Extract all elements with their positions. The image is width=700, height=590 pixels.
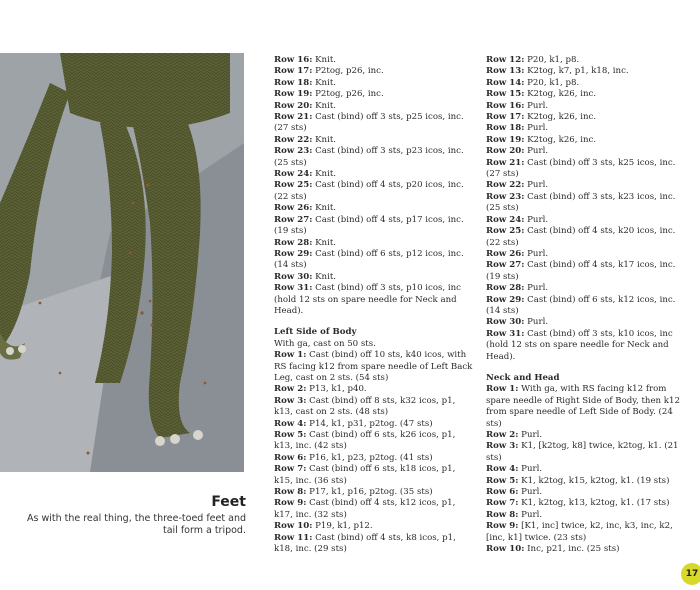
row-label: Row 14: [486, 77, 525, 88]
row-label: Row 29: [274, 248, 313, 259]
row-text: Knit. [315, 134, 337, 145]
instructions-column-1 [274, 55, 474, 555]
instruction-row [274, 487, 474, 498]
instruction-row [274, 135, 474, 146]
row-label: Row 5: [274, 430, 307, 440]
row-label: Row 4: [274, 418, 307, 429]
instruction-row [274, 55, 474, 66]
row-text: Knit. [315, 100, 337, 111]
row-label: Row 17: [486, 112, 525, 123]
row-label: Row 25: [274, 180, 313, 191]
row-label: Row 9: [274, 498, 307, 509]
row-label: Row 26: [274, 203, 313, 214]
row-label: Row 26: [486, 248, 525, 259]
instruction-row [274, 350, 474, 384]
neck-head-heading: Neck and Head [486, 372, 560, 383]
left-side-intro: With ga, cast on 50 sts. [274, 338, 376, 349]
row-label: Row 21: [274, 112, 313, 123]
instruction-row [486, 317, 691, 328]
knitted-legs-illustration [0, 53, 244, 472]
row-text: Cast (bind) off 6 sts, k26 icos, p1, k13, inc. (42 sts) [274, 430, 456, 452]
instruction-row [486, 498, 691, 509]
row-label: Row 17: [274, 66, 313, 77]
row-text: Purl. [527, 283, 549, 294]
instruction-row [486, 112, 691, 123]
row-text: Cast (bind) off 6 sts, k12 icos, inc. (14 sts) [486, 294, 676, 316]
instruction-row [486, 487, 691, 498]
instruction-row [486, 329, 691, 363]
row-label: Row 27: [486, 260, 525, 271]
instruction-row [486, 123, 691, 134]
instructions-column-2 [486, 55, 691, 555]
instruction-row [486, 101, 691, 112]
instruction-row [274, 419, 474, 430]
row-label: Row 13: [486, 66, 525, 77]
row-label: Row 28: [486, 283, 525, 294]
row-label: Row 16: [274, 55, 313, 65]
instruction-row [274, 180, 474, 203]
row-text: P20, k1, p8. [527, 77, 580, 88]
page-number: 17 [681, 563, 700, 585]
row-text: Cast (bind) off 3 sts, p10 icos, inc (hold 12 sts on spare needle for Neck and Head). [274, 283, 461, 316]
row-label: Row 5: [486, 475, 519, 486]
row-text: Knit. [315, 169, 337, 180]
row-text: Purl. [527, 317, 549, 328]
instruction-row [274, 272, 474, 283]
row-text: K2tog, k26, inc. [527, 112, 597, 123]
row-text: Cast (bind) off 3 sts, k23 icos, inc. (25 sts) [486, 191, 676, 214]
row-label: Row 15: [486, 89, 525, 100]
instruction-row [486, 476, 691, 487]
instruction-row [486, 295, 691, 318]
caption-text: As with the real thing, the three-toed feet and tail form a tripod. [26, 513, 246, 536]
row-label: Row 9: [486, 521, 519, 532]
row-text: P2tog, p26, inc. [315, 66, 384, 77]
row-text: Purl. [527, 100, 549, 111]
instruction-row [486, 521, 691, 544]
neck-head-rows [486, 384, 691, 555]
left-side-rows [274, 350, 474, 555]
instruction-row [486, 146, 691, 157]
instruction-row [274, 146, 474, 169]
row-text: Purl. [527, 123, 549, 134]
instruction-row [486, 180, 691, 191]
row-text: Knit. [315, 237, 337, 248]
row-text: Knit. [315, 271, 337, 282]
instruction-row [274, 89, 474, 100]
instruction-row [274, 464, 474, 487]
row-label: Row 8: [486, 509, 519, 520]
row-label: Row 29: [486, 294, 525, 305]
row-text: Inc, p21, inc. (25 sts) [527, 544, 620, 555]
row-text: K2tog, k7, p1, k18, inc. [527, 66, 629, 77]
row-text: P19, k1, p12. [315, 521, 373, 532]
row-label: Row 23: [274, 146, 313, 157]
instruction-row [274, 533, 474, 556]
instruction-row [486, 192, 691, 215]
row-label: Row 18: [486, 123, 525, 134]
instruction-row [274, 384, 474, 395]
row-label: Row 8: [274, 487, 307, 498]
caption-title: Feet [211, 494, 246, 510]
instruction-row [486, 78, 691, 89]
instruction-row [274, 283, 474, 317]
instruction-row [486, 66, 691, 77]
instruction-row [486, 510, 691, 521]
row-text: Purl. [521, 509, 543, 520]
row-text: Cast (bind) off 4 sts, k20 icos, inc. (22 sts) [486, 226, 676, 248]
row-label: Row 1: [274, 350, 307, 361]
row-text: Cast (bind) off 3 sts, k25 icos, inc. (27 sts) [486, 157, 676, 180]
row-text: Cast (bind) off 10 sts, k40 icos, with RS facing k12 from spare needle of Left Back Leg, cast on 2 sts. (54 sts) [274, 350, 473, 383]
row-label: Row 24: [274, 169, 313, 180]
row-label: Row 30: [486, 317, 525, 328]
row-label: Row 22: [274, 134, 313, 145]
instruction-row [486, 464, 691, 475]
row-text: P16, k1, p23, p2tog. (41 sts) [309, 452, 433, 463]
instruction-row [274, 521, 474, 532]
row-label: Row 25: [486, 226, 525, 237]
row-text: Purl. [521, 464, 543, 475]
row-text: Knit. [315, 77, 337, 88]
row-text: P2tog, p26, inc. [315, 89, 384, 100]
row-label: Row 2: [486, 430, 519, 440]
row-text: Cast (bind) off 3 sts, k10 icos, inc (hold 12 sts on spare needle for Neck and Head). [486, 328, 673, 362]
feet-caption [10, 494, 246, 537]
instruction-row [486, 158, 691, 181]
instruction-row [274, 249, 474, 272]
instruction-row [486, 544, 691, 555]
instruction-row [486, 55, 691, 66]
row-label: Row 24: [486, 214, 525, 225]
row-label: Row 7: [486, 498, 519, 509]
row-text: P20, k1, p8. [527, 55, 580, 65]
row-text: Purl. [521, 487, 543, 498]
row-label: Row 10: [486, 544, 525, 555]
row-text: Cast (bind) off 4 sts, p17 icos, inc. (19 sts) [274, 214, 464, 237]
row-text: P17, k1, p16, p2tog. (35 sts) [309, 487, 433, 498]
instruction-row [274, 498, 474, 521]
instruction-row [274, 203, 474, 214]
row-label: Row 7: [274, 464, 307, 475]
instruction-row [274, 453, 474, 464]
left-side-rows-cont [486, 55, 691, 363]
row-label: Row 21: [486, 157, 525, 168]
row-label: Row 22: [486, 180, 525, 191]
row-text: K1, [k2tog, k8] twice, k2tog, k1. (21 sts) [486, 441, 679, 463]
row-text: K1, k2tog, k15, k2tog, k1. (19 sts) [521, 475, 670, 486]
row-text: K1, k2tog, k13, k2tog, k1. (17 sts) [521, 498, 670, 509]
row-label: Row 28: [274, 237, 313, 248]
row-text: K2tog, k26, inc. [527, 134, 597, 145]
row-label: Row 1: [486, 384, 519, 395]
row-label: Row 4: [486, 464, 519, 475]
row-label: Row 16: [486, 100, 525, 111]
row-text: Cast (bind) off 4 sts, k17 icos, inc. (19 sts) [486, 260, 676, 282]
instruction-row [274, 112, 474, 135]
instruction-row [486, 226, 691, 249]
instruction-row [274, 78, 474, 89]
instruction-row [486, 430, 691, 441]
row-label: Row 27: [274, 214, 313, 225]
row-text: Cast (bind) off 4 sts, k8 icos, p1, k18, inc. (29 sts) [274, 532, 456, 555]
instruction-row [486, 441, 691, 464]
row-text: Cast (bind) off 3 sts, p25 icos, inc. (27 sts) [274, 112, 464, 134]
right-side-rows [274, 55, 474, 317]
row-text: Cast (bind) off 6 sts, p12 icos, inc. (14 sts) [274, 248, 464, 271]
instruction-row [486, 384, 691, 430]
row-label: Row 3: [274, 395, 307, 406]
row-label: Row 12: [486, 55, 525, 65]
row-text: Purl. [527, 214, 549, 225]
row-text: [K1, inc] twice, k2, inc, k3, inc, k2, [inc, k1] twice. (23 sts) [486, 521, 673, 543]
instruction-row [274, 430, 474, 453]
row-text: Cast (bind) off 4 sts, k12 icos, p1, k17, inc. (32 sts) [274, 498, 456, 520]
row-text: P14, k1, p31, p2tog. (47 sts) [309, 418, 433, 429]
instruction-row [274, 215, 474, 238]
row-label: Row 31: [486, 328, 525, 339]
row-text: Cast (bind) off 4 sts, p20 icos, inc. (22 sts) [274, 180, 464, 202]
instruction-row [274, 238, 474, 249]
row-label: Row 23: [486, 191, 525, 202]
instruction-row [274, 169, 474, 180]
instruction-row [274, 396, 474, 419]
row-label: Row 6: [274, 452, 307, 463]
instruction-row [486, 260, 691, 283]
instruction-row [486, 135, 691, 146]
row-label: Row 19: [486, 134, 525, 145]
row-label: Row 20: [486, 146, 525, 157]
row-text: K2tog, k26, inc. [527, 89, 597, 100]
row-text: Knit. [315, 55, 337, 65]
row-text: Cast (bind) off 6 sts, k18 icos, p1, k15, inc. (36 sts) [274, 464, 456, 486]
row-text: Purl. [521, 430, 543, 440]
row-label: Row 30: [274, 271, 313, 282]
row-label: Row 11: [274, 532, 313, 543]
row-label: Row 19: [274, 89, 313, 100]
instruction-row [486, 89, 691, 100]
row-label: Row 18: [274, 77, 313, 88]
knitted-legs-photo [0, 53, 244, 472]
row-label: Row 2: [274, 384, 307, 395]
row-label: Row 10: [274, 521, 313, 532]
instruction-row [486, 249, 691, 260]
row-text: Cast (bind) off 3 sts, p23 icos, inc. (25 sts) [274, 146, 464, 168]
row-text: With ga, with RS facing k12 from spare needle of Right Side of Body, then k12 from spare needle of Left Side of Body. (24 sts) [486, 384, 680, 429]
instruction-row [274, 101, 474, 112]
row-label: Row 20: [274, 100, 313, 111]
row-text: P13, k1, p40. [309, 384, 367, 395]
row-text: Purl. [527, 248, 549, 259]
row-label: Row 3: [486, 441, 519, 452]
row-label: Row 31: [274, 283, 313, 294]
row-text: Purl. [527, 180, 549, 191]
row-text: Cast (bind) off 8 sts, k32 icos, p1, k13, cast on 2 sts. (48 sts) [274, 395, 456, 418]
instruction-row [486, 283, 691, 294]
instruction-row [274, 66, 474, 77]
row-label: Row 6: [486, 487, 519, 498]
instruction-row [486, 215, 691, 226]
left-side-heading: Left Side of Body [274, 327, 357, 338]
row-text: Purl. [527, 146, 549, 157]
row-text: Knit. [315, 203, 337, 214]
